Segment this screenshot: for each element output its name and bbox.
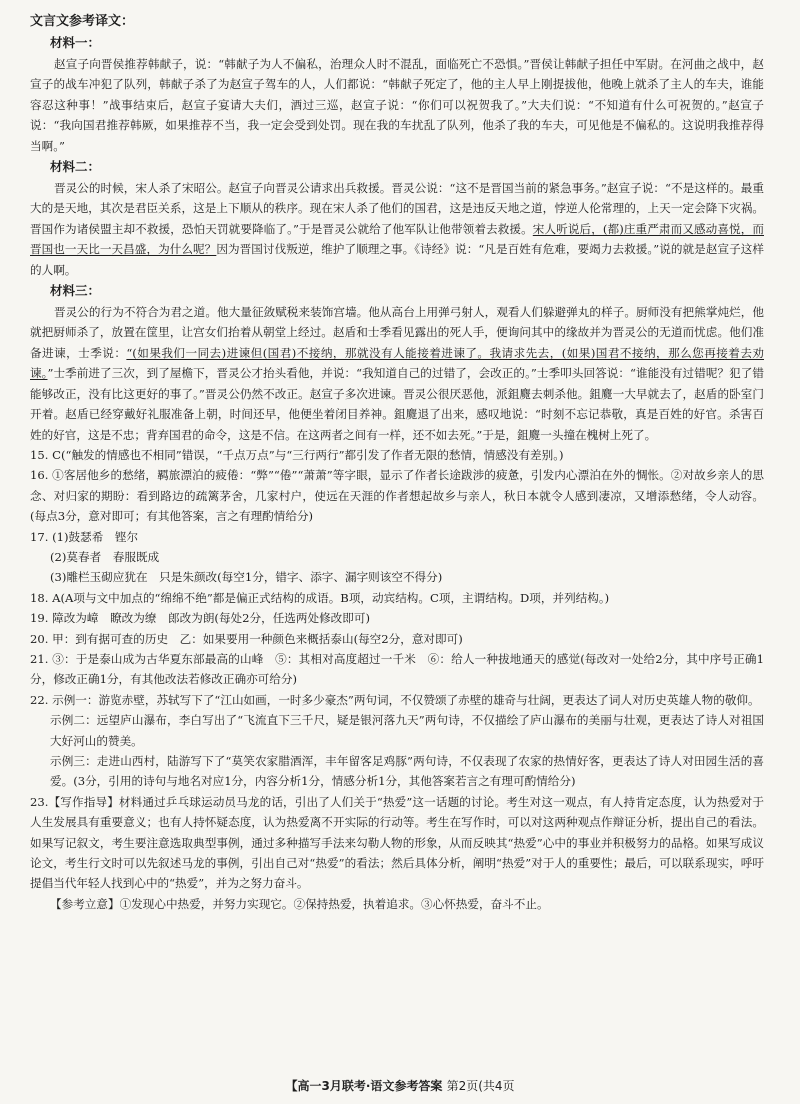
translation-heading: 文言文参考译文： [30, 14, 135, 29]
page-footer [0, 1077, 800, 1094]
material-1-text: 赵宣子向晋侯推荐韩献子，说：“韩献子为人不偏私，治理众人时不混乱，面临死亡不恐惧。”晋侯让韩献子担任中军尉。在河曲之战中，赵宣子的战车冲犯了队列，韩献子杀了为赵宣子驾车的人，人们都说：“韩献子死定了，他的主人早上刚提拔他，他晚上就杀了主人的车夫，谁能容忍这种事！”战事结束后，赵宣子宴请大夫们，酒过三巡，赵宣子说：“你们可以祝贺我了。”大夫们说：“不知道有什么可祝贺的。”赵宣子说：“我向国君推荐韩厥，如果推荐不当，我一定会受到处罚。现在我的车扰乱了队列，他杀了我的车夫，可见他是不偏私的。这说明我推荐得当啊。” [30, 57, 764, 153]
material-2-text-b: 因为晋国讨伐叛逆，维护了顺理之事。《诗经》说：“凡是百姓有危难，要竭力去救援。”说的就是赵宣子这样的人啊。 [30, 242, 764, 277]
material-3-title: 材料三： [50, 283, 101, 299]
material-3-text-b: ”士季前进了三次，到了屋檐下，晋灵公才抬头看他，并说：“我知道自己的过错了，会改正的。”士季叩头回答说：“谁能没有过错呢？犯了错能够改正，没有比这更好的事了。”晋灵公仍然不改正。赵宣子多次进谏。晋灵公很厌恶他，派鉏麑去刺杀他。鉏麑一大早就去了，赵盾的卧室门开着。赵盾已经穿戴好礼服准备上朝，时间还早，他便坐着闭目养神。鉏麑退了出来，感叹地说：“时刻不忘记恭敬，真是百姓的好官。杀害百姓的好官，这是不忠；背弃国君的命令，这是不信。在这两者之间有一样，还不如去死。”于是，鉏麑一头撞在槐树上死了。 [30, 366, 764, 442]
answer-15: 15. C(“触发的情感也不相同”错误，“千点万点”与“三行两行”都引发了作者无限的愁情，情感没有差别。) [30, 447, 564, 462]
material-2-underlined: 宋人听说后，(都)庄重严肃而又感动喜悦，而晋国也一天比一天昌盛，为什么呢？ [30, 221, 764, 257]
answer-23-reference: 【参考立意】①发现心中热爱，并努力实现它。②保持热爱，执着追求。③心怀热爱，奋斗不止。 [50, 896, 549, 911]
answer-22-example-3: 示例三：走进山西村，陆游写下了“莫笑农家腊酒浑，丰年留客足鸡豚”两句诗，不仅表现了农家的热情好客，更表达了诗人对田园生活的喜爱。(3分，引用的诗句与地名对应1分，内容分析1分，情感分析1分，其他答案若言之有理可酌情给分) [50, 754, 764, 789]
answer-22-example-1: 22. 示例一：游览赤壁，苏轼写下了“江山如画，一时多少豪杰”两句词，不仅赞颂了赤壁的雄奇与壮阔，更表达了词人对历史英雄人物的敬仰。 [30, 692, 760, 707]
answer-22-example-2: 示例二：远望庐山瀑布，李白写出了“飞流直下三千尺，疑是银河落九天”两句诗，不仅描绘了庐山瀑布的美丽与壮观，更表达了诗人对祖国大好河山的赞美。 [50, 713, 764, 748]
answer-17-3: (3)雕栏玉砌应犹在 只是朱颜改(每空1分，错字、添字、漏字则该空不得分) [50, 570, 443, 585]
answer-23-guide: 23.【写作指导】材料通过乒乓球运动员马龙的话，引出了人们关于“热爱”这一话题的讨论。考生对这一观点，有人持肯定态度，认为热爱对于人生发展具有重要意义；也有人持怀疑态度，认为热爱离不开实际的行动等。考生在写作时，可以对这两种观点作辩证分析，提出自己的看法。如果写记叙文，考生要注意选取典型事例，通过多种描写手法来勾勒人物的形象，从而反映其“热爱”心中的事业并积极努力的品格。如果写成议论文，考生行文时可以先叙述马龙的事例，引出自己对“热爱”的看法；然后具体分析，阐明“热爱”对于人的重要性；最后，可以联系现实，呼吁提倡当代年轻人找到心中的“热爱”，并为之努力奋斗。 [30, 794, 764, 891]
footer-title: 【高一3月联考·语文参考答案 [285, 1079, 443, 1093]
footer-page-number: 第2页(共4页 [446, 1079, 515, 1093]
answer-21: 21. ③：于是泰山成为古华夏东部最高的山峰 ⑤：其相对高度超过一千米 ⑥：给人一种拔地通天的感觉(每改对一处给2分，其中序号正确1分，修改正确1分，有其他改法若修改正确亦可给分) [30, 651, 764, 687]
material-2-text-a: 晋灵公的时候，宋人杀了宋昭公。赵宣子向晋灵公请求出兵救援。晋灵公说：“这不是晋国当前的紧急事务。”赵宣子说：“不是这样的。最重大的是天地，其次是君臣关系，这是上下顺从的秩序。现在宋人杀了他们的国君，这是违反天地之道，悖逆人伦常理的，上天一定会降下灾祸。晋国作为诸侯盟主却不救援，恐怕天罚就要降临了。”于是晋灵公就给了他军队让他带领着去救援。 [30, 181, 764, 236]
answer-20: 20. 甲：到有据可查的历史 乙：如果要用一种颜色来概括泰山(每空2分，意对即可) [30, 631, 463, 646]
answer-17-1: 17. (1)鼓瑟希 铿尔 [30, 529, 139, 544]
material-3-text-a: 晋灵公的行为不符合为君之道。他大量征敛赋税来装饰宫墙。他从高台上用弹弓射人，观看人们躲避弹丸的样子。厨师没有把熊掌炖烂，他就把厨师杀了，放置在筐里，让宫女们抬着从朝堂上经过。赵盾和士季看见露出的死人手，便询问其中的缘故并为晋灵公的无道而忧虑。他们准备进谏，士季说： [30, 305, 764, 360]
answer-18: 18. A(A项与文中加点的“绵绵不绝”都是偏正式结构的成语。B项，动宾结构。C项，主谓结构。D项，并列结构。) [30, 590, 610, 605]
answer-19: 19. 障改为嶂 瞭改为缭 郎改为朗(每处2分，任选两处修改即可) [30, 611, 370, 626]
answer-16: 16. ①客居他乡的愁绪，羁旅漂泊的疲倦：“弊”“倦”“萧萧”等字眼，显示了作者长途跋涉的疲惫，引发内心漂泊在外的惆怅。②对故乡亲人的思念、对归家的期盼：看到路边的疏篱茅舍，几家村户，使远在天涯的作者想起故乡与亲人，秋日本就令人感到凄凉，又增添愁绪，令人动容。(每点3分，意对即可；有其他答案，言之有理酌情给分) [30, 468, 764, 524]
material-3-underlined: “(如果我们一同去)进谏但(国君)不接纳，那就没有人能接着进谏了。我请求先去，(如果)国君不接纳，那么您再接着去劝谏。 [30, 345, 764, 381]
material-2-title: 材料二： [50, 159, 101, 175]
material-3-text [30, 302, 764, 445]
material-2-text [30, 178, 764, 280]
answer-17-2: (2)莫春者 春服既成 [50, 549, 160, 564]
material-1-title: 材料一： [50, 35, 101, 50]
